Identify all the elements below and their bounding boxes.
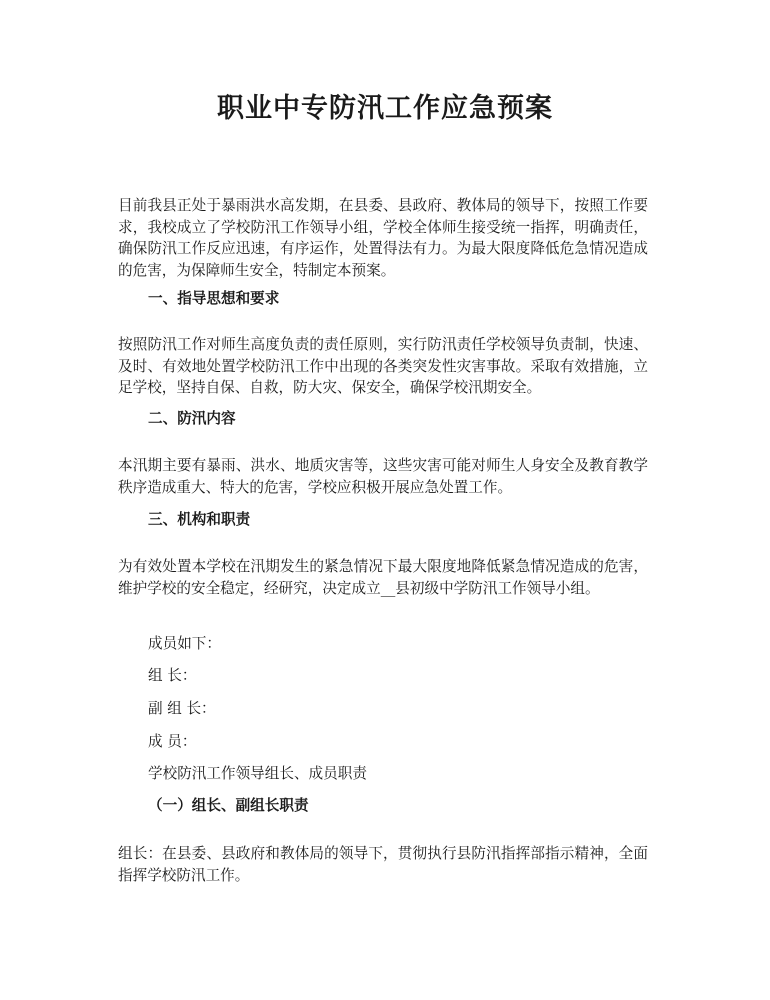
document-title: 职业中专防汛工作应急预案 [217, 93, 553, 124]
intro-paragraph: 目前我县正处于暴雨洪水高发期，在县委、县政府、教体局的领导下，按照工作要求，我校成立了学校防汛工作领导小组，学校全体师生接受统一指挥，明确责任，确保防汛工作反应迅速，有序运作，处置得法有力。为最大限度降低危急情况造成的危害，为保障师生安全，特制定本预案。 [118, 197, 648, 279]
leader-line: 组 长： [148, 667, 197, 684]
section-3-heading: 三、机构和职责 [148, 511, 251, 528]
members-line: 成 员： [148, 733, 197, 750]
deputy-leader-line: 副 组 长： [148, 700, 216, 717]
section-1-heading: 一、指导思想和要求 [148, 290, 280, 307]
section-2-body: 本汛期主要有暴雨、洪水、地质灾害等，这些灾害可能对师生人身安全及教育教学秩序造成重大、特大的危害，学校应积极开展应急处置工作。 [118, 457, 648, 496]
section-2-heading: 二、防汛内容 [148, 410, 236, 427]
subsection-1-heading: （一）组长、副组长职责 [148, 797, 309, 814]
section-3-body: 为有效处置本学校在汛期发生的紧急情况下最大限度地降低紧急情况造成的危害，维护学校的安全稳定，经研究，决定成立__县初级中学防汛工作领导小组。 [118, 558, 648, 597]
members-intro: 成员如下： [148, 635, 221, 652]
subsection-1-body: 组长：在县委、县政府和教体局的领导下，贯彻执行县防汛指挥部指示精神，全面指挥学校防汛工作。 [118, 845, 648, 884]
duties-title-line: 学校防汛工作领导组长、成员职责 [148, 765, 367, 782]
section-1-body: 按照防汛工作对师生高度负责的责任原则，实行防汛责任学校领导负责制，快速、及时、有效地处置学校防汛工作中出现的各类突发性灾害事故。采取有效措施，立足学校，坚持自保、自救，防大灾、保安全，确保学校汛期安全。 [118, 336, 648, 396]
